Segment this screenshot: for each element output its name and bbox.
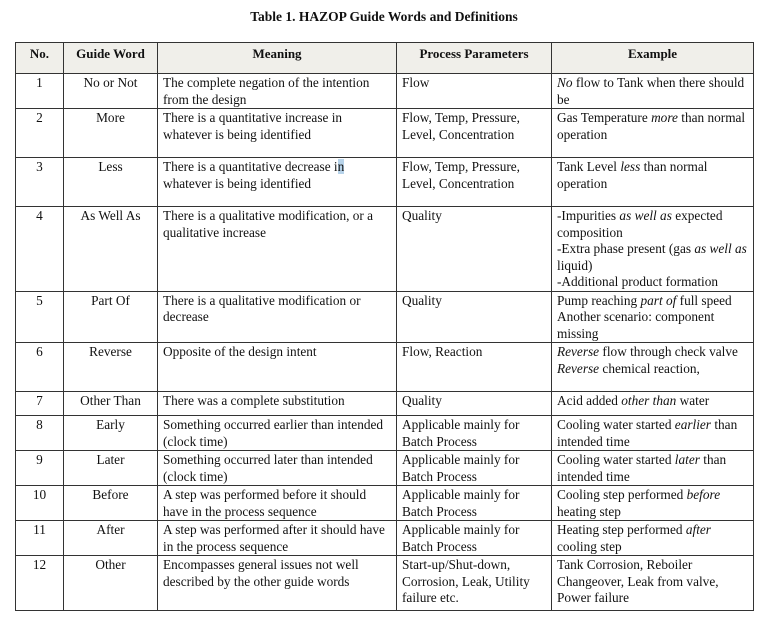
cell-example [552, 392, 754, 416]
cell-process-parameters: Applicable mainly for Batch Process [397, 486, 552, 521]
cell-guide-word: Reverse [64, 343, 158, 392]
example-text: than intended time [557, 417, 738, 449]
cell-example [552, 416, 754, 451]
cell-no: 3 [16, 158, 64, 207]
cell-process-parameters: Flow [397, 74, 552, 109]
cell-example [552, 109, 754, 158]
cell-example [552, 486, 754, 521]
cell-meaning: There was a complete substitution [158, 392, 397, 416]
table-row [16, 158, 754, 207]
cell-no: 10 [16, 486, 64, 521]
example-text: Acid added [557, 393, 622, 408]
cell-process-parameters: Quality [397, 291, 552, 343]
hazop-table [15, 42, 754, 611]
cell-meaning: Something occurred later than intended (clock time) [158, 451, 397, 486]
table-row [16, 416, 754, 451]
example-text: Tank Corrosion, Reboiler Changeover, Leak from valve, Power failure [557, 557, 719, 605]
table-row [16, 74, 754, 109]
cell-no: 1 [16, 74, 64, 109]
header-guide-word: Guide Word [64, 43, 158, 74]
cell-guide-word: No or Not [64, 74, 158, 109]
example-emphasis: Reverse [557, 344, 600, 359]
example-text: -Extra phase present (gas [557, 241, 695, 256]
table-row [16, 521, 754, 556]
table-row [16, 207, 754, 292]
example-emphasis: No [557, 75, 573, 90]
cell-guide-word: Before [64, 486, 158, 521]
cell-guide-word: Other [64, 556, 158, 611]
example-text: flow to Tank when there should be [557, 75, 745, 107]
example-text: flow through check valve [599, 344, 738, 359]
cell-example [552, 74, 754, 109]
cell-no: 5 [16, 291, 64, 343]
cell-guide-word: More [64, 109, 158, 158]
example-text: than normal operation [557, 110, 746, 142]
example-text: liquid) [557, 257, 593, 273]
example-text: Gas Temperature [557, 110, 652, 125]
cell-process-parameters: Flow, Reaction [397, 343, 552, 392]
example-emphasis: other than [621, 393, 677, 408]
example-text: Cooling step performed [557, 487, 687, 502]
cell-process-parameters: Start-up/Shut-down, Corrosion, Leak, Utility failure etc. [397, 556, 552, 611]
header-meaning: Meaning [158, 43, 397, 74]
cell-example [552, 207, 754, 292]
cell-process-parameters: Flow, Temp, Pressure, Level, Concentration [397, 109, 552, 158]
example-emphasis: earlier [674, 417, 711, 432]
example-text: Cooling water started [557, 452, 675, 467]
example-text: Heating step performed [557, 522, 686, 537]
cell-no: 8 [16, 416, 64, 451]
cell-example [552, 556, 754, 611]
example-text: than normal operation [557, 159, 708, 191]
example-text: -Impurities [557, 208, 620, 223]
example-emphasis: as well as [694, 241, 747, 256]
example-text: expected composition [557, 208, 723, 240]
cell-meaning: Encompasses general issues not well described by the other guide words [158, 556, 397, 611]
cell-guide-word: Other Than [64, 392, 158, 416]
cell-process-parameters: Quality [397, 392, 552, 416]
cell-no: 9 [16, 451, 64, 486]
header-no: No. [16, 43, 64, 74]
header-example: Example [552, 43, 754, 74]
example-emphasis: part of [640, 292, 677, 308]
table-row [16, 392, 754, 416]
example-text: chemical reaction, [599, 360, 700, 376]
table-row [16, 451, 754, 486]
example-text: full speed [676, 292, 732, 308]
example-emphasis: Reverse [557, 360, 600, 376]
example-emphasis: more [651, 110, 678, 125]
cell-no: 6 [16, 343, 64, 392]
header-row [16, 43, 754, 74]
cell-no: 11 [16, 521, 64, 556]
cell-guide-word: Early [64, 416, 158, 451]
example-text: Cooling water started [557, 417, 675, 432]
cell-process-parameters: Quality [397, 207, 552, 292]
example-text: Tank Level [557, 159, 621, 174]
cell-meaning: Opposite of the design intent [158, 343, 397, 392]
cell-example [552, 521, 754, 556]
table-row [16, 291, 754, 343]
cell-meaning: There is a quantitative decrease in whatever is being identified [158, 158, 397, 207]
cell-example [552, 158, 754, 207]
cell-guide-word: Part Of [64, 291, 158, 343]
example-text: cooling step [557, 538, 622, 554]
header-process-parameters: Process Parameters [397, 43, 552, 74]
example-emphasis: after [685, 522, 711, 537]
cell-example [552, 451, 754, 486]
cell-guide-word: Less [64, 158, 158, 207]
example-emphasis: as well as [619, 208, 672, 223]
example-text: -Additional product formation [557, 274, 719, 289]
text-selection-highlight: n [337, 159, 345, 174]
cell-meaning: A step was performed after it should have in the process sequence [158, 521, 397, 556]
cell-meaning: There is a qualitative modification, or a qualitative increase [158, 207, 397, 292]
cell-meaning: There is a qualitative modification or decrease [158, 291, 397, 343]
example-text: Another scenario: component missing [557, 309, 715, 341]
cell-example [552, 291, 754, 343]
example-text: than intended time [557, 452, 727, 484]
cell-guide-word: Later [64, 451, 158, 486]
table-row [16, 343, 754, 392]
cell-no: 7 [16, 392, 64, 416]
cell-process-parameters: Applicable mainly for Batch Process [397, 521, 552, 556]
example-text: heating step [557, 503, 621, 519]
example-text: water [676, 393, 710, 408]
cell-no: 4 [16, 207, 64, 292]
cell-process-parameters: Applicable mainly for Batch Process [397, 416, 552, 451]
cell-meaning: A step was performed before it should have in the process sequence [158, 486, 397, 521]
cell-process-parameters: Applicable mainly for Batch Process [397, 451, 552, 486]
cell-process-parameters: Flow, Temp, Pressure, Level, Concentration [397, 158, 552, 207]
table-title: Table 1. HAZOP Guide Words and Definitions [250, 9, 518, 24]
table-row [16, 486, 754, 521]
example-text: Pump reaching [557, 292, 641, 308]
cell-meaning: The complete negation of the intention from the design [158, 74, 397, 109]
cell-no: 2 [16, 109, 64, 158]
cell-guide-word: As Well As [64, 207, 158, 292]
cell-guide-word: After [64, 521, 158, 556]
example-emphasis: less [620, 159, 641, 174]
cell-no: 12 [16, 556, 64, 611]
example-emphasis: before [686, 487, 721, 502]
cell-example [552, 343, 754, 392]
table-row [16, 109, 754, 158]
cell-meaning: Something occurred earlier than intended (clock time) [158, 416, 397, 451]
example-emphasis: later [674, 452, 700, 467]
cell-meaning: There is a quantitative increase in whatever is being identified [158, 109, 397, 158]
table-row [16, 556, 754, 611]
